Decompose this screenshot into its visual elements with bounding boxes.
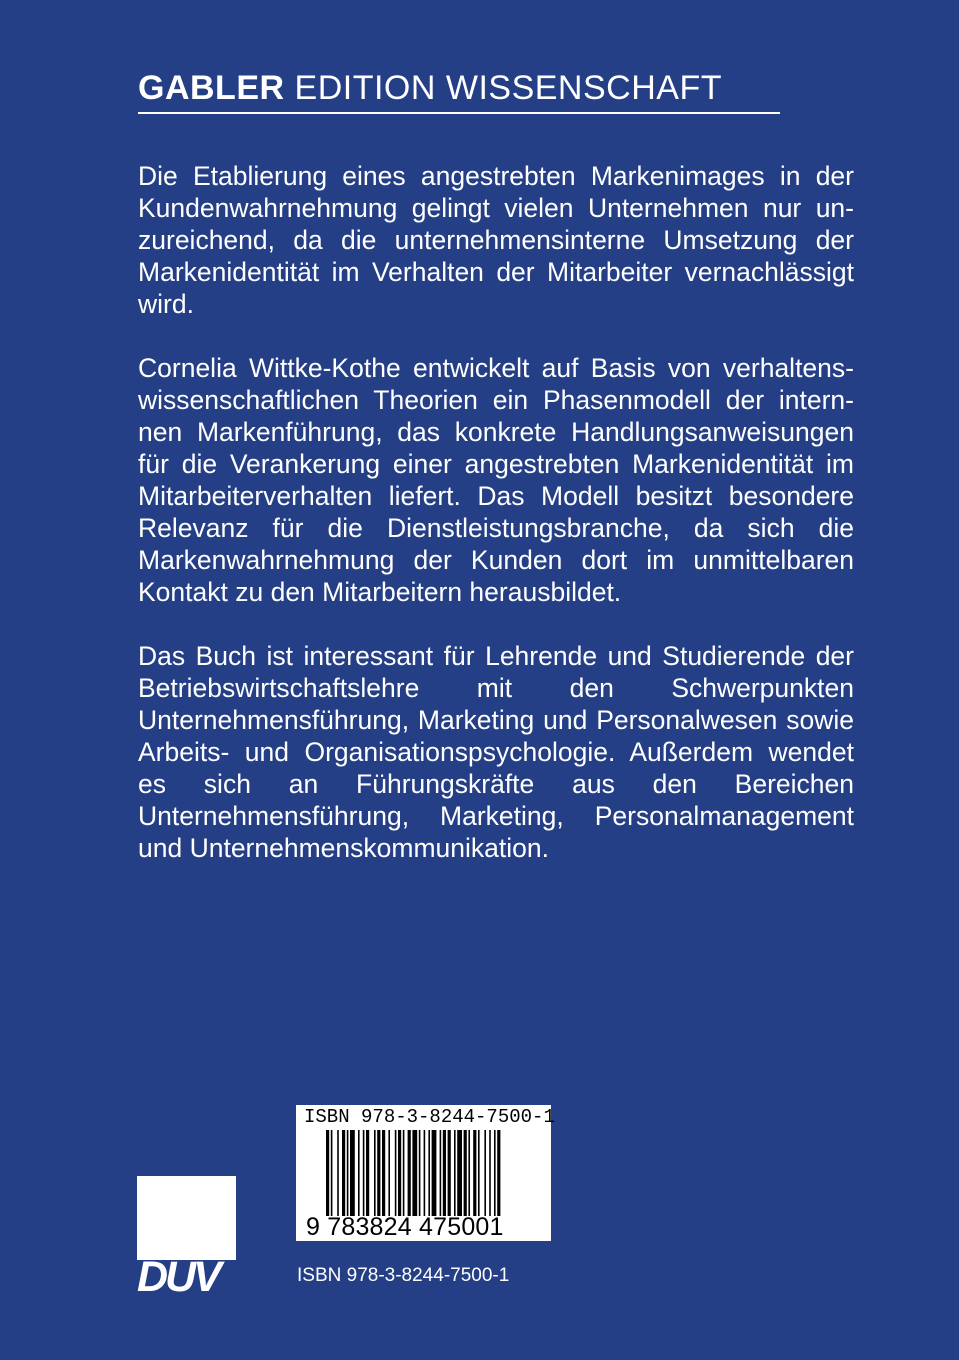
blurb-paragraph-1: Die Etablierung eines angestrebten Markenimages in der Kundenwahrnehmung gelingt vielen Unternehmen nur un-zureichend, da die unternehmensinterne Umsetzung der Markenidentität im Verhalten der Mitarbeiter vernachlässigt wird. — [138, 161, 854, 319]
blurb-paragraph-3: Das Buch ist interessant für Lehrende und Studierende der Betriebswirtschaftslehre mit den Schwerpunkten Unternehmensführung, Marketing und Personalwesen sowie Arbeits- und Organisationspsychologie. Außerdem wendet es sich an Führungskräfte aus den Bereichen Unternehmensführung, Marketing, Personalmanagement und Unternehmenskommunikation. — [138, 641, 854, 863]
series-edition: EDITION WISSENSCHAFT — [294, 69, 722, 107]
publisher-logo — [137, 1176, 237, 1301]
blurb — [138, 160, 854, 896]
barcode-icon — [326, 1130, 544, 1216]
blurb-paragraph-2: Cornelia Wittke-Kothe entwickelt auf Basis von verhaltens-wissenschaftlichen Theorien ein Phasenmodell der intern-nen Markenführung, das konkrete Handlungsanweisungen für die Verankerung einer angestrebten Markenidentität im Mitarbeiterverhalten liefert. Das Modell besitzt besondere Relevanz für die Dienstleistungsbranche, da sich die Markenwahrnehmung der Kunden dort im unmittelbaren Kontakt zu den Mitarbeitern herausbildet. — [138, 353, 854, 607]
isbn-barcode-box — [296, 1105, 555, 1241]
series-brand: GABLER — [138, 69, 285, 107]
series-header — [138, 66, 782, 110]
publisher-logo-text: DUV — [137, 1253, 219, 1301]
barcode-ean-digits: 9 783824 475001 — [306, 1213, 504, 1241]
series-rule — [138, 112, 780, 114]
isbn-text: ISBN 978-3-8244-7500-1 — [297, 1265, 510, 1286]
publisher-logo-box — [137, 1176, 236, 1260]
barcode-isbn-label: ISBN 978-3-8244-7500-1 — [304, 1106, 555, 1128]
